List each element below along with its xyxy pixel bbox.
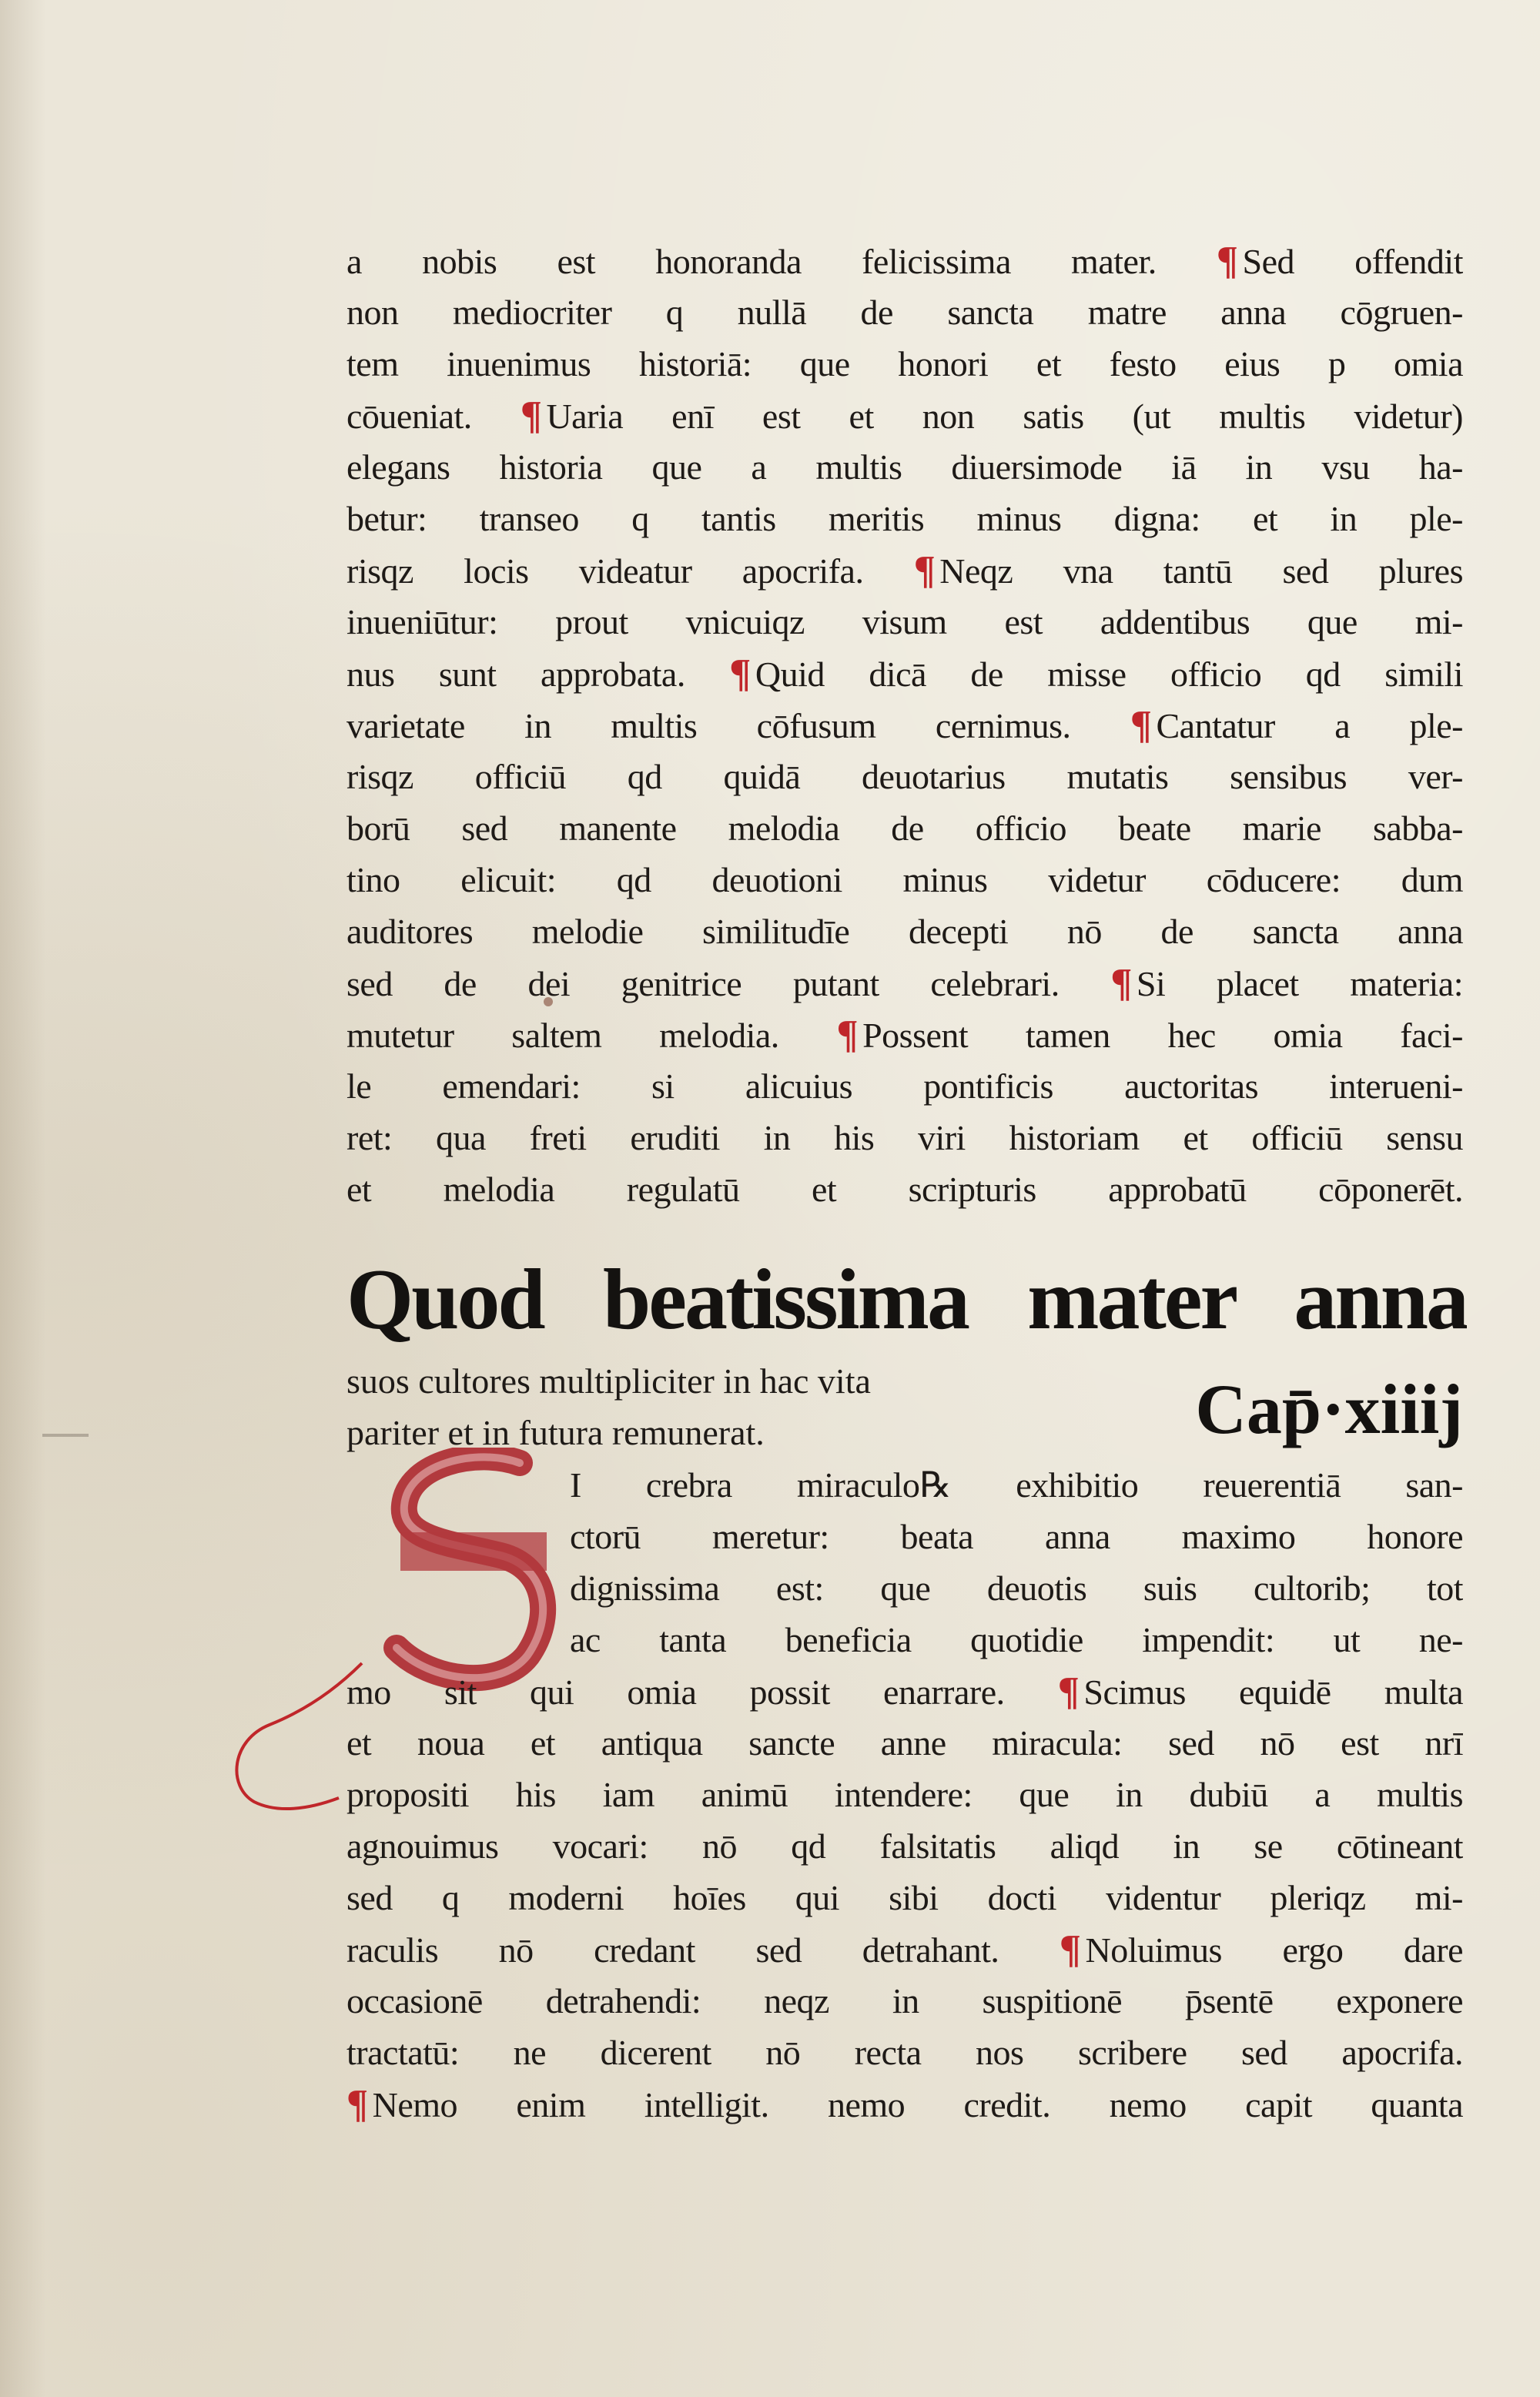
text-line: occasionē detrahendi: neqz in suspitionē p̄sentē exponere (346, 1981, 1463, 2020)
text-block-bottom (346, 1459, 1463, 2130)
paragraph-mark: ¶ (1216, 239, 1238, 283)
text-line: et melodia regulatū et scripturis approbatū cōponerēt. (346, 1170, 1463, 1209)
text-line: borū sed manente melodia de officio beate marie sabba- (346, 808, 1463, 848)
text-line: auditores melodie similitudīe decepti nō de sancta anna (346, 912, 1463, 951)
text-line: risqz officiū qd quidā deuotarius mutatis sensibus ver- (346, 757, 1463, 796)
text-line: mutetur saltem melodia. ¶ Possent tamen hec omia faci- (346, 1013, 1463, 1056)
text-line: cōueniat. ¶ Uaria enī est et non satis (ut multis videtur) (346, 393, 1463, 437)
text-line: sed q moderni hoīes qui sibi docti videntur pleriqz mi- (346, 1878, 1463, 1917)
text-line: le emendari: si alicuius pontificis auctoritas interueni- (346, 1066, 1463, 1106)
text-line: risqz locis videatur apocrifa. ¶ Neqz vna tantū sed plures (346, 548, 1463, 592)
text-line: I crebra miraculo℞ exhibitio reuerentiā san- (570, 1465, 1463, 1505)
paragraph-mark: ¶ (913, 548, 936, 592)
text-line: elegans historia que a multis diuersimode iā in vsu ha- (346, 447, 1463, 487)
text-line: inueniūtur: prout vnicuiqz visum est addentibus que mi- (346, 602, 1463, 641)
text-line: nus sunt approbata. ¶ Quid dicā de misse officio qd simili (346, 651, 1463, 695)
text-line: tem inuenimus historiā: que honori et festo eius p omia (346, 344, 1463, 383)
paragraph-mark: ¶ (836, 1013, 859, 1056)
text-line: non mediocriter q nullā de sancta matre anna cōgruen- (346, 293, 1463, 332)
paragraph-mark: ¶ (1110, 961, 1132, 1005)
subheading-line: suos cultores multipliciter in hac vita (346, 1361, 871, 1401)
chapter-subheading (346, 1355, 1086, 1458)
margin-mark (42, 1434, 89, 1437)
text-line: dignissima est: que deuotis suis cultorib; tot (570, 1568, 1463, 1608)
paragraph-mark: ¶ (1130, 703, 1152, 747)
text-line: ac tanta beneficia quotidie impendit: ut ne- (570, 1620, 1463, 1659)
text-line: propositi his iam animū intendere: que in dubiū a multis (346, 1775, 1463, 1814)
text-line: sed de dei genitrice putant celebrari. ¶ Si placet materia: (346, 961, 1463, 1005)
text-line: tractatū: ne dicerent nō recta nos scribere sed apocrifa. (346, 2033, 1463, 2072)
text-line: et noua et antiqua sancte anne miracula: sed nō est nrī (346, 1723, 1463, 1763)
page-gutter-shadow (0, 0, 46, 2397)
subheading-line: pariter et in futura remunerat. (346, 1413, 765, 1452)
text-line: mo sit qui omia possit enarrare. ¶ Scimus equidē multa (346, 1669, 1463, 1713)
paragraph-mark: ¶ (1057, 1669, 1080, 1713)
text-block-top (346, 235, 1463, 1215)
text-line: raculis nō credant sed detrahant. ¶ Noluimus ergo dare (346, 1927, 1463, 1971)
text-line: ret: qua freti eruditi in his viri historiam et officiū sensu (346, 1118, 1463, 1157)
text-line: ctorū meretur: beata anna maximo honore (570, 1517, 1463, 1556)
text-line: tino elicuit: qd deuotioni minus videtur cōducere: dum (346, 860, 1463, 899)
text-line: a nobis est honoranda felicissima mater. ¶ Sed offendit (346, 239, 1463, 283)
text-line: agnouimus vocari: nō qd falsitatis aliqd in se cōtineant (346, 1826, 1463, 1866)
text-line: ¶ Nemo enim intelligit. nemo credit. nemo capit quanta (346, 2082, 1463, 2126)
paragraph-mark: ¶ (520, 393, 542, 437)
paragraph-mark: ¶ (729, 651, 751, 695)
paragraph-mark: ¶ (346, 2082, 368, 2126)
chapter-heading: Quod beatissima mater anna (346, 1254, 1467, 1346)
text-line: betur: transeo q tantis meritis minus digna: et in ple- (346, 499, 1463, 538)
paragraph-mark: ¶ (1059, 1927, 1081, 1971)
text-line: varietate in multis cōfusum cernimus. ¶ Cantatur a ple- (346, 703, 1463, 747)
chapter-number: Cap̄·xiiij (1195, 1370, 1463, 1448)
